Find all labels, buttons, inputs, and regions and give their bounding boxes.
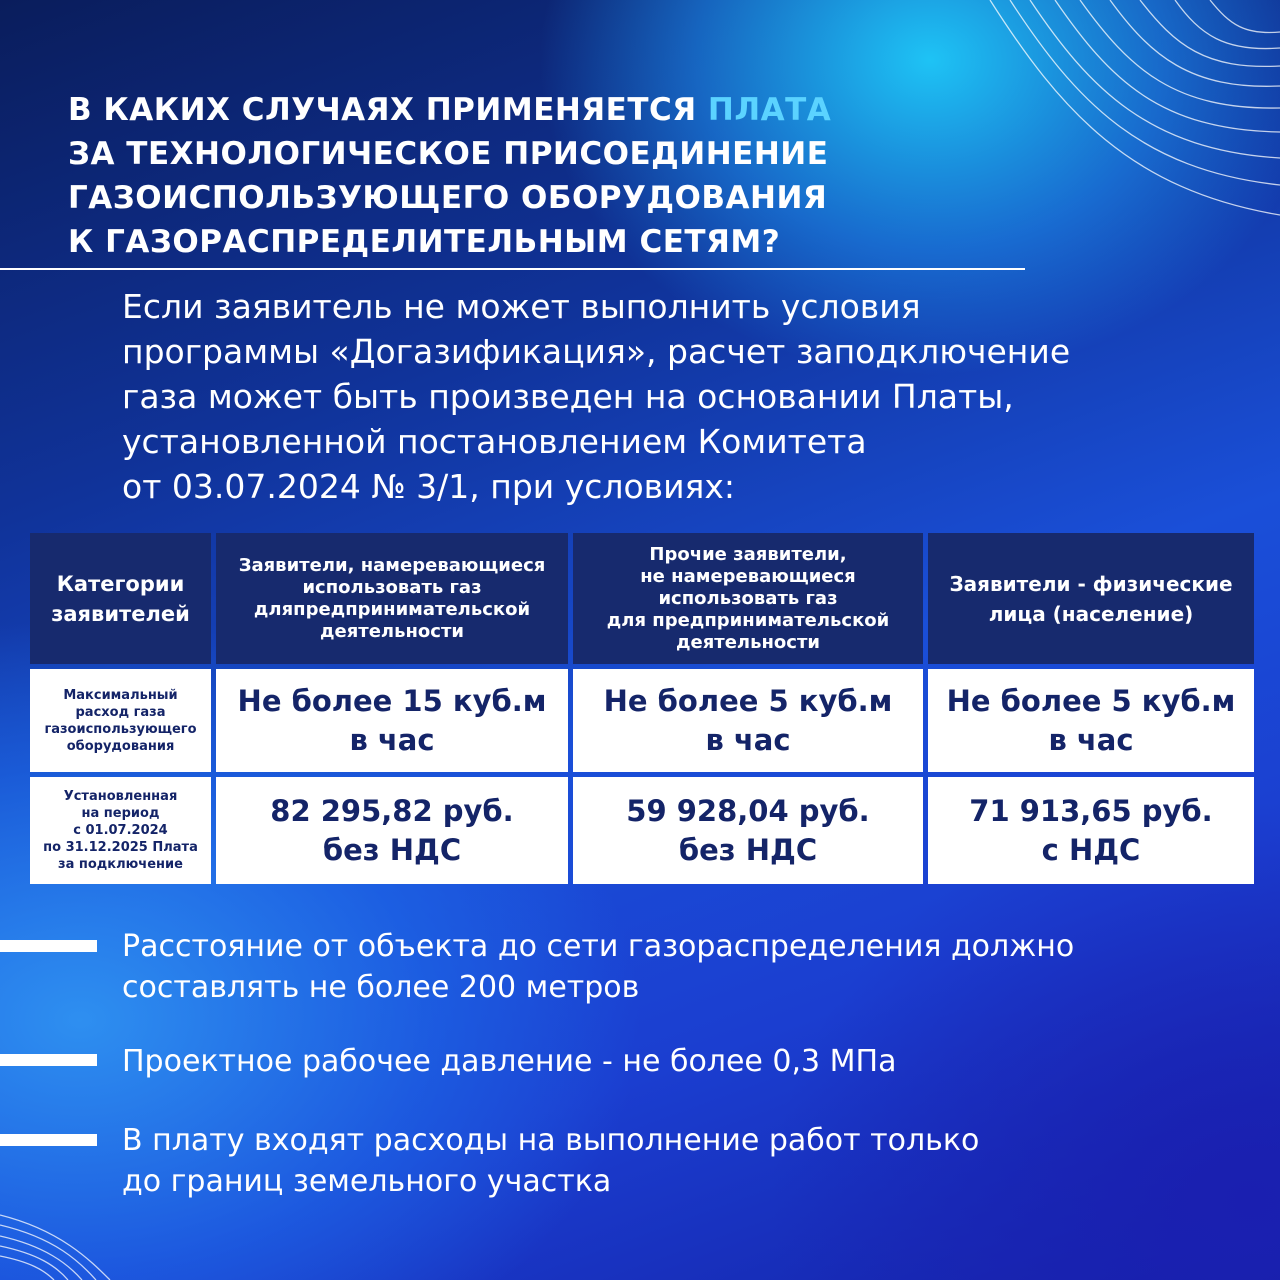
header-text: использовать газ (302, 576, 482, 598)
header-text: Заявители - физические (949, 571, 1233, 596)
title-line-1 (68, 88, 948, 132)
header-individuals (928, 533, 1254, 664)
intro-line: Если заявитель не может выполнить условия (122, 287, 921, 326)
page-title (68, 88, 948, 264)
cell-text: с НДС (1041, 832, 1141, 867)
table-cell (216, 777, 568, 884)
header-text: деятельности (319, 620, 465, 642)
cell-text: Не более 15 куб.м (237, 683, 547, 718)
header-text: не намеревающиеся (640, 565, 856, 587)
row-label-text: с 01.07.2024 (73, 823, 168, 838)
bullet-line: до границ земельного участка (122, 1164, 612, 1199)
intro-line: от 03.07.2024 № 3/1, при условиях: (122, 467, 736, 506)
cell-text: Не более 5 куб.м (603, 683, 893, 718)
row-label-text: оборудования (66, 738, 175, 754)
table-cell (573, 669, 923, 772)
top-right-waves (990, 0, 1280, 215)
table-header-row (30, 533, 1254, 664)
title-line-3: ГАЗОИСПОЛЬЗУЮЩЕГО ОБОРУДОВАНИЯ (68, 180, 828, 216)
table-cell (216, 669, 568, 772)
cell-text: в час (1048, 722, 1134, 757)
header-text: Прочие заявители, (649, 543, 847, 565)
title-divider (0, 268, 1025, 270)
table-cell (928, 669, 1254, 772)
bullet-fee-scope (122, 1120, 1242, 1202)
row-label-text: газоиспользующего (44, 721, 197, 737)
header-text: заявителей (51, 601, 190, 626)
header-other-applicants (573, 533, 923, 664)
header-business-applicants (216, 533, 568, 664)
row-label-text: расход газа (75, 704, 166, 720)
row-label-text: по 31.12.2025 Плата (43, 840, 198, 855)
title-accent-word: ПЛАТА (707, 92, 832, 128)
table-row (30, 777, 1254, 884)
bullet-line: В плату входят расходы на выполнение работ только (122, 1123, 980, 1158)
table-row (30, 669, 1254, 772)
header-text: использовать газ (658, 587, 838, 609)
title-line-1-text: В КАКИХ СЛУЧАЯХ ПРИМЕНЯЕТСЯ (68, 92, 708, 128)
intro-line: программы «Догазификация», расчет заподключение (122, 332, 1071, 371)
bullet-line: Расстояние от объекта до сети газораспределения должно (122, 929, 1075, 964)
header-text: для предпринимательской (606, 609, 890, 631)
intro-line: газа может быть произведен на основании Платы, (122, 377, 1014, 416)
table-cell (573, 777, 923, 884)
bullet-marker (0, 1134, 97, 1146)
bullet-line: Проектное рабочее давление - не более 0,3 МПа (122, 1044, 897, 1079)
title-line-4: К ГАЗОРАСПРЕДЕЛИТЕЛЬНЫМ СЕТЯМ? (68, 224, 781, 260)
row-label-max-flow (30, 669, 211, 772)
cell-text: 59 928,04 руб. (626, 793, 870, 828)
header-text: деятельности (675, 631, 821, 653)
row-label-text: за подключение (58, 857, 183, 872)
bullet-line: составлять не более 200 метров (122, 970, 640, 1005)
bottom-left-waves (0, 1215, 110, 1280)
header-text: дляпредпринимательской (253, 598, 531, 620)
row-label-fee (30, 777, 211, 884)
cell-text: Не более 5 куб.м (946, 683, 1236, 718)
cell-text: без НДС (678, 832, 818, 867)
intro-line: установленной постановлением Комитета (122, 422, 867, 461)
title-line-2: ЗА ТЕХНОЛОГИЧЕСКОЕ ПРИСОЕДИНЕНИЕ (68, 136, 829, 172)
bullet-marker (0, 1054, 97, 1066)
cell-text: без НДС (322, 832, 462, 867)
cell-text: в час (705, 722, 791, 757)
row-label-text: Установленная (63, 789, 178, 804)
cell-text: 71 913,65 руб. (969, 793, 1213, 828)
header-categories (30, 533, 211, 664)
header-text: Заявители, намеревающиеся (238, 554, 546, 576)
bullet-marker (0, 940, 97, 952)
cell-text: в час (349, 722, 435, 757)
table-cell (928, 777, 1254, 884)
intro-paragraph (122, 284, 1252, 509)
cell-text: 82 295,82 руб. (270, 793, 514, 828)
fee-table (25, 528, 1259, 889)
header-text: лица (население) (988, 601, 1194, 626)
bullet-distance (122, 926, 1242, 1008)
bullet-pressure (122, 1041, 1242, 1082)
row-label-text: на период (81, 806, 160, 821)
row-label-text: Максимальный (63, 687, 178, 703)
header-text: Категории (56, 571, 185, 596)
